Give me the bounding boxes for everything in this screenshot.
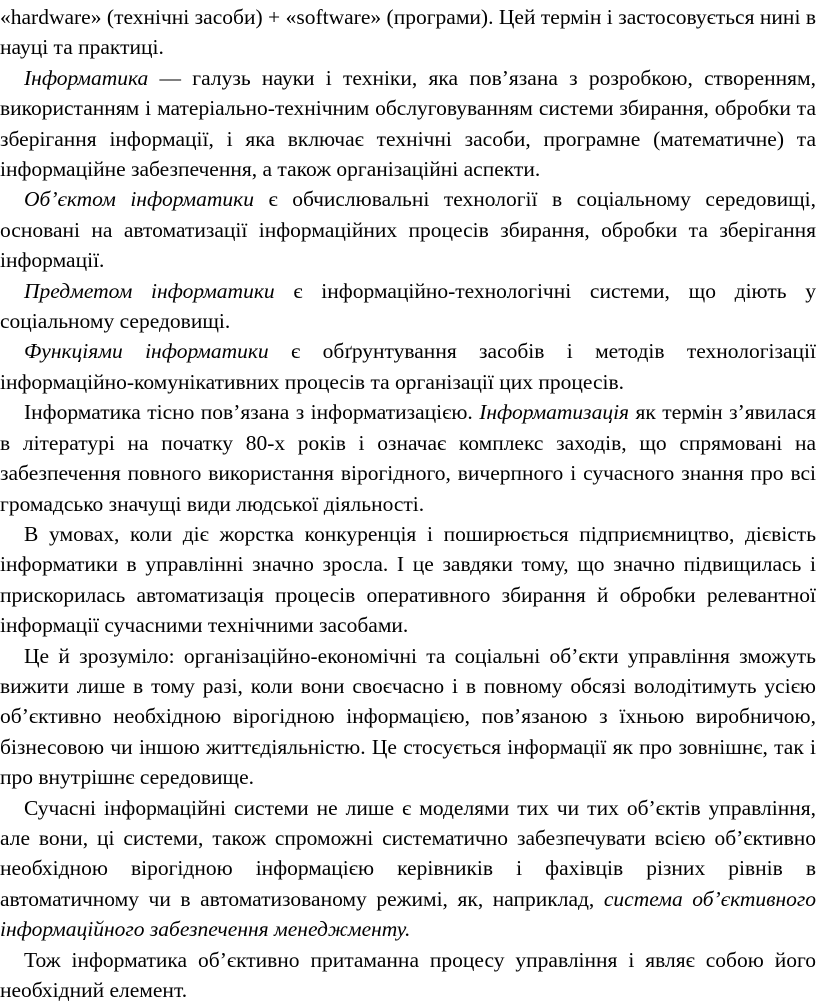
paragraph-text: є інформаційно-технологічні системи, що діють у соціальному середовищі. [0,278,816,334]
term-italic: Об’єктом інформатики [24,187,254,212]
paragraph-text: Це й зрозуміло: організаційно-економічні та соціальні об’єкти управління зможуть вижити лише в тому разі, коли вони своєчасно і в повному обсязі володітимуть усією об’єктивно необхідною вірогідною інформацією, пов’язаною з їхньою виробничою, бізнесовою чи іншою життєдіяльністю. Це стосується інформації як про зовнішнє, так і про внутрішнє середовище. [0,643,816,790]
paragraph-text: — галузь науки і техніки, яка пов’язана з розробкою, створенням, використанням і матеріально-технічним обслуговуванням системи збирання, обробки та зберігання інформації, і яка включає технічні засоби, програмне (математичне) та інформаційне забезпечення, а також організаційні аспекти. [0,65,816,182]
paragraph-text: є обчислювальні технології в соціальному середовищі, основані на автоматизації інформаційних процесів збирання, обробки та зберігання інформації. [0,187,816,273]
paragraph-modern-systems [0,793,816,945]
paragraph-text: є обґрунтування засобів і методів технологізації інформаційно-комунікативних процесів та організації цих процесів. [0,339,816,394]
paragraph-text: Інформатика тісно пов’язана з інформатизацією. [24,400,480,425]
term-italic: Інформатизація [479,400,630,425]
paragraph-object-of-informatics [0,184,816,275]
term-italic: Функціями інформатики [24,339,269,364]
paragraph-text: В умовах, коли діє жорстка конкуренція і поширюється підприємництво, дієвість інформатики в управлінні значно зросла. І це завдяки тому, що значно підвищилась і прискорилась автоматизація процесів оперативного збирання й обробки релевантної інформації сучасними технічними засобами. [0,521,816,638]
paragraph-text: Тож інформатика об’єктивно притаманна процесу управління і являє собою його необхідний елемент. [0,947,816,1002]
paragraph-definition-informatics [0,63,816,185]
paragraph-text: як термін з’явилася в літературі на початку 80-х років і означає комплекс заходів, що спрямовані на забезпечення повного використання вірогідного, вичерпного і сучасного знання про всі громадсько значущі види людської діяльності. [0,400,816,516]
paragraph-competition [0,519,816,641]
term-italic: Предметом інформатики [24,278,275,303]
paragraph-text: «hardware» (технічні засоби) + «software» (програми). Цей термін і застосовується нині в науці та практиці. [0,5,816,60]
paragraph-informatization [0,397,816,519]
paragraph-text: Сучасні інформаційні системи не лише є моделями тих чи тих об’єктів управління, але вони, ці системи, також спроможні систематично забезпечувати всією об’єктивно необхідною вірогідною інформацією керівників і фахівців різних рівнів в автоматичному чи в автоматизованому режимі, як, наприклад, [0,795,816,911]
paragraph-conclusion [0,945,816,1005]
paragraph-survival [0,641,816,793]
paragraph [0,2,816,63]
term-italic: Інформатика [24,65,149,90]
term-italic: система об’єктивного інформаційного забезпечення менеджменту. [0,886,816,942]
paragraph-functions-of-informatics [0,336,816,397]
paragraph-subject-of-informatics [0,276,816,337]
